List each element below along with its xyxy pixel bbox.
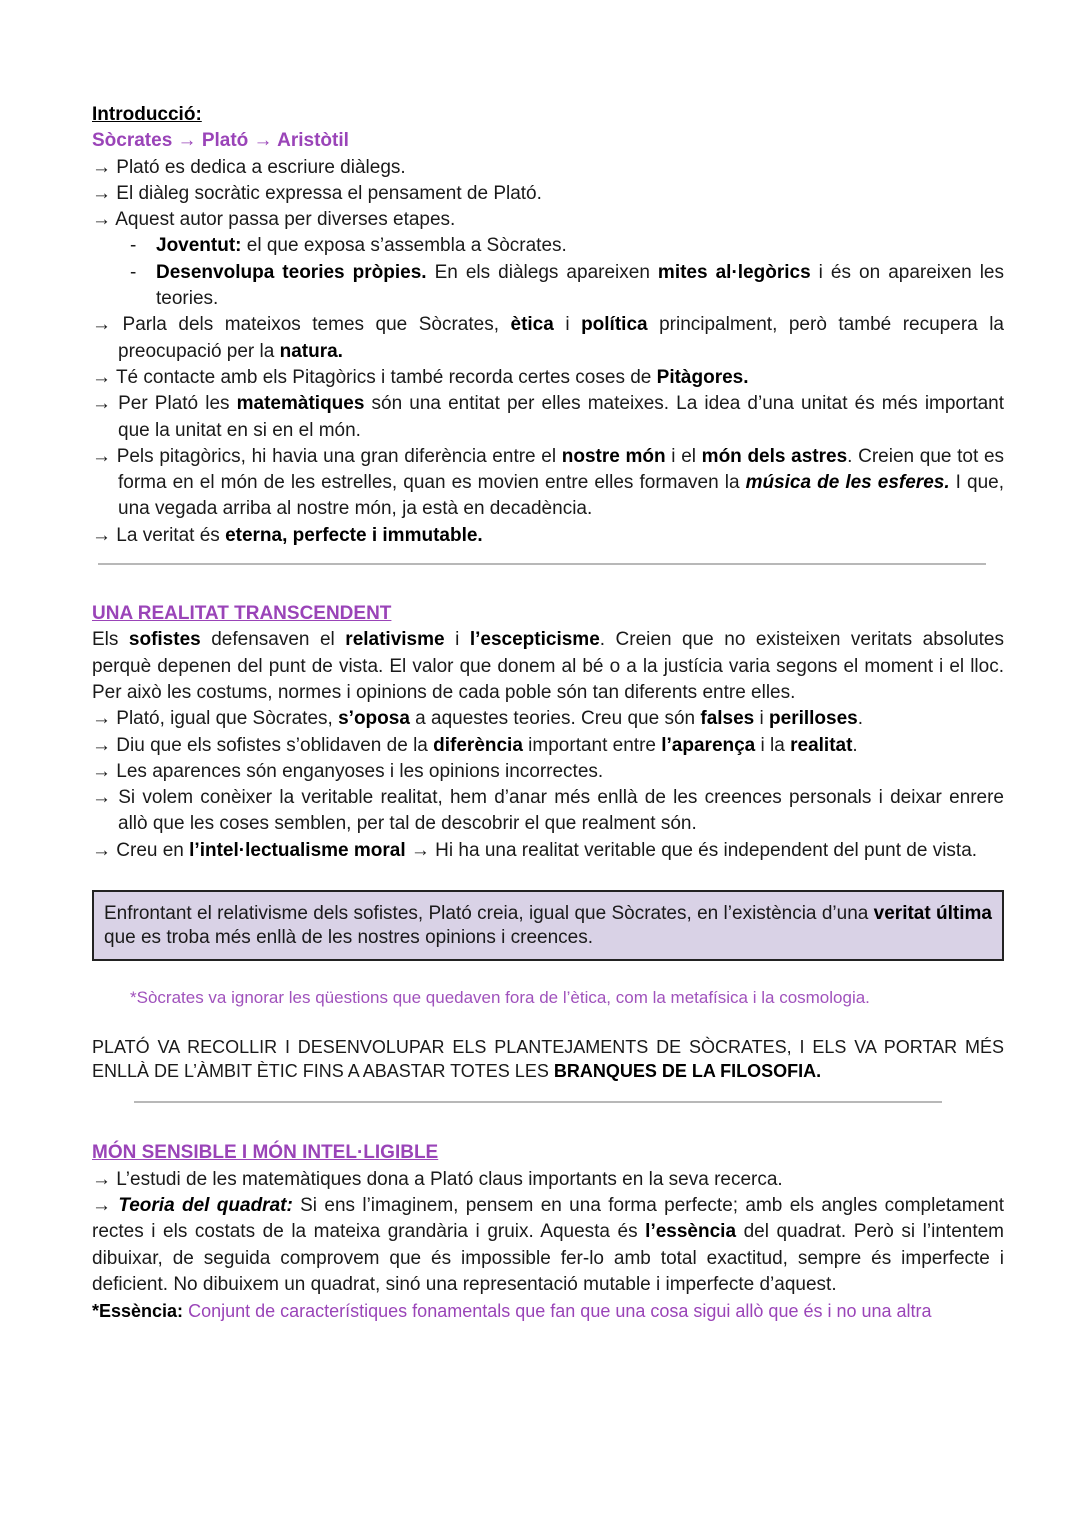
bullet-diferencia: → Diu que els sofistes s’oblidaven de la diferència important entre l’aparença i la realitat.	[92, 734, 858, 756]
bullet-dialegs: → Plató es dedica a escriure diàlegs.	[92, 156, 406, 178]
paragraph-quadrat: → Teoria del quadrat: Si ens l’imaginem, pensem en una forma perfecte; amb els angles completament rectes i els costats de la mateixa grandària i gruix. Aquesta és l’essència del quadrat. Però si l’intentem dibuixar, de seguida comprovem que és impossible fer-lo amb total exactitud, sempre és imperfecte i deficient. No dibuixem un quadrat, sinó una representació mutable i imperfecte d’aquest.	[92, 1194, 1005, 1295]
section-divider-2	[134, 1101, 942, 1103]
section-heading-mon: MÓN SENSIBLE I MÓN INTEL·LIGIBLE	[92, 1142, 439, 1164]
section-heading-intro: Introducció:	[92, 104, 202, 125]
bullet-intellectualisme: → Creu en l’intel·lectualisme moral → Hi ha una realitat veritable que és independent del punt de vista.	[92, 839, 978, 861]
bullet-coneixer: → Si volem conèixer la veritable realitat, hem d’anar més enllà de les creences personals i deixar enrere allò que les coses semblen, per tal de descobrir el que realment són.	[92, 787, 1005, 835]
document-page	[92, 102, 1004, 1324]
stage-teories: - Desenvolupa teories pròpies. En els diàlegs apareixen mites al·legòrics i és on apareixen les teories.	[130, 261, 1004, 310]
bullet-dialeg-socratic: → El diàleg socràtic expressa el pensament de Plató.	[92, 182, 542, 204]
bullet-oposa: → Plató, igual que Sòcrates, s’oposa a aquestes teories. Creu que són falses i perilloses.	[92, 708, 864, 730]
caps-statement: PLATÓ VA RECOLLIR I DESENVOLUPAR ELS PLANTEJAMENTS DE SÒCRATES, I ELS VA PORTAR MÉS ENLLÀ DE L’ÀMBIT ÈTIC FINS A ABASTAR TOTES LES BRANQUES DE LA FILOSOFIA.	[92, 1037, 1004, 1082]
highlight-box: Enfrontant el relativisme dels sofistes, Plató creia, igual que Sòcrates, en l’existència d’una veritat última que es troba més enllà de les nostres opinions i creences.	[92, 890, 1004, 961]
bullet-pitagorics: → Té contacte amb els Pitagòrics i també recorda certes coses de Pitàgores.	[92, 366, 749, 388]
footnote-socrates: *Sòcrates va ignorar les qüestions que quedaven fora de l’ètica, com la metafísica i la cosmologia.	[130, 988, 870, 1008]
bullet-estudi: → L’estudi de les matemàtiques dona a Plató claus importants en la seva recerca.	[92, 1168, 783, 1190]
bullet-astres: → Pels pitagòrics, hi havia una gran diferència entre el nostre món i el món dels astres. Creien que tot es forma en el món de les estrelles, quan es movien entre elles formaven la música de les esferes. I que, una vegada arriba al nostre món, ja està en decadència.	[92, 445, 1005, 520]
definition-essencia: *Essència: Conjunt de característiques fonamentals que fan que una cosa sigui allò que és i no una altra	[92, 1301, 932, 1322]
stage-joventut: - Joventut: el que exposa s’assembla a Sòcrates.	[130, 235, 567, 257]
bullet-veritat: → La veritat és eterna, perfecte i immutable.	[92, 524, 483, 546]
lineage-line: Sòcrates → Plató → Aristòtil	[92, 130, 349, 152]
section-heading-realitat: UNA REALITAT TRANSCENDENT	[92, 603, 392, 625]
realitat-intro: Els sofistes defensaven el relativisme i l’escepticisme. Creien que no existeixen veritats absolutes perquè depenen del punt de vista. El valor que donem al bé o a la justícia varia segons el moment i el lloc. Per això les costums, normes i opinions de cada poble són tan diferents entre elles.	[92, 629, 1004, 703]
bullet-temes: → Parla dels mateixos temes que Sòcrates, ètica i política principalment, però també recupera la preocupació per la natura.	[92, 314, 1005, 362]
section-divider	[98, 563, 986, 565]
bullet-aparences: → Les aparences són enganyoses i les opinions incorrectes.	[92, 760, 604, 782]
bullet-etapes: → Aquest autor passa per diverses etapes.	[92, 209, 456, 231]
bullet-matematiques: → Per Plató les matemàtiques són una entitat per elles mateixes. La idea d’una unitat és més important que la unitat en si en el món.	[92, 393, 1005, 441]
